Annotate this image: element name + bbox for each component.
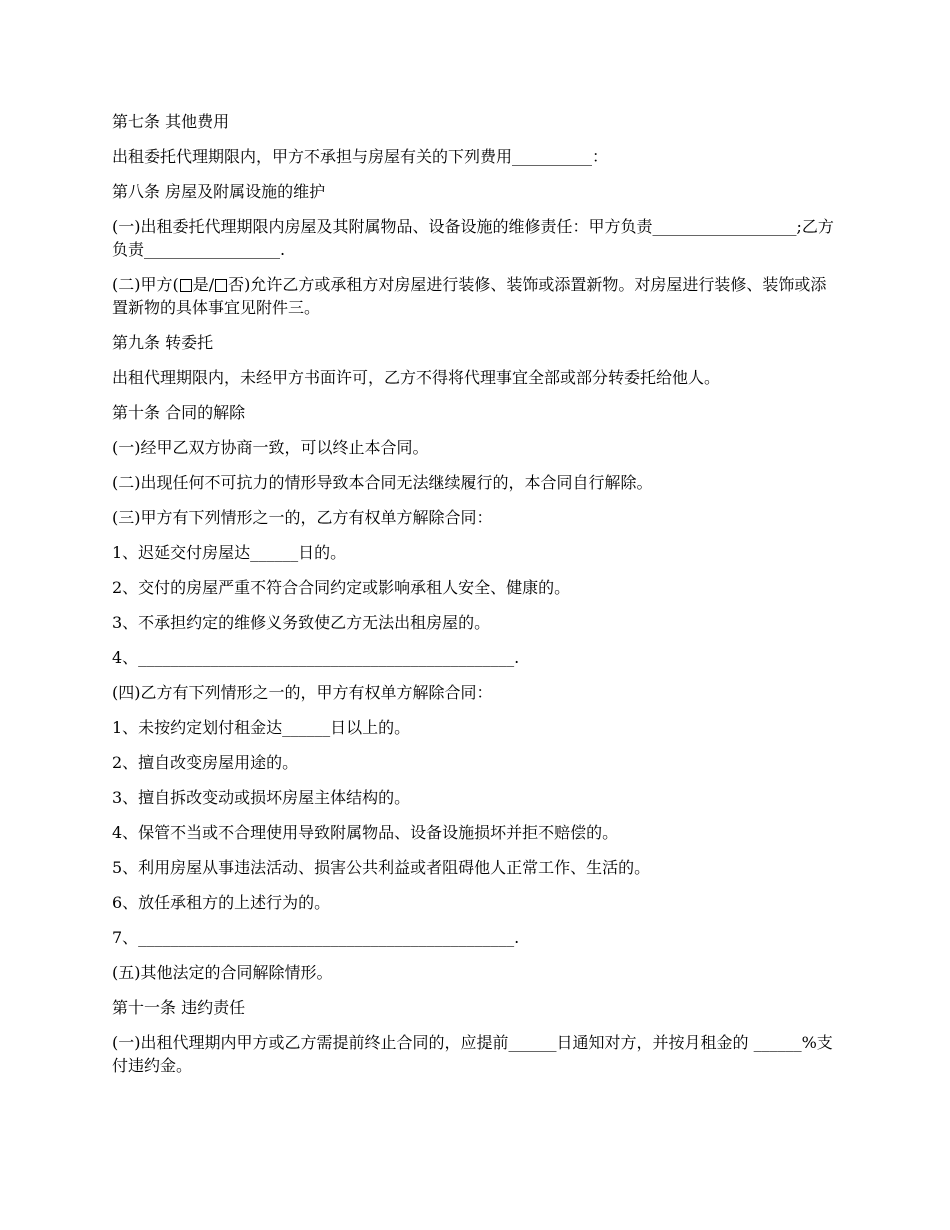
article-10-item-4: (四)乙方有下列情形之一的，甲方有权单方解除合同：: [112, 683, 493, 702]
list-item: 4、_______________________________________________.: [112, 648, 520, 667]
article-8-item-1: (一)出租委托代理期限内房屋及其附属物品、设备设施的维修责任：甲方负责__________________;乙方负责_________________.: [112, 217, 834, 259]
article-10-item-5: (五)其他法定的合同解除情形。: [112, 963, 333, 982]
article-11-heading: 第十一条 违约责任: [112, 998, 246, 1017]
checkbox-no-icon: [215, 279, 227, 292]
article-8-heading: 第八条 房屋及附属设施的维护: [112, 182, 326, 201]
article-10-heading: 第十条 合同的解除: [112, 403, 246, 422]
article-9-text: 出租代理期限内，未经甲方书面许可，乙方不得将代理事宜全部或部分转委托给他人。: [112, 368, 721, 387]
list-item: 2、交付的房屋严重不符合合同约定或影响承租人安全、健康的。: [112, 578, 571, 597]
list-item: 1、未按约定划付租金达______日以上的。: [112, 718, 411, 737]
article-8-item-2: [112, 273, 840, 319]
list-item: 3、不承担约定的维修义务致使乙方无法出租房屋的。: [112, 613, 491, 632]
renovation-rest: 否)允许乙方或承租方对房屋进行装修、装饰或添置新物。对房屋进行装修、装饰或添置新物的具体事宜见附件三。: [112, 275, 827, 317]
article-7-heading: 第七条 其他费用: [112, 112, 230, 131]
article-10-item-1: (一)经甲乙双方协商一致，可以终止本合同。: [112, 438, 429, 457]
list-item: 7、_______________________________________________.: [112, 928, 520, 947]
list-item: 6、放任承租方的上述行为的。: [112, 893, 331, 912]
article-7-text: 出租委托代理期限内，甲方不承担与房屋有关的下列费用__________：: [112, 147, 609, 166]
list-item: 1、迟延交付房屋达______日的。: [112, 543, 347, 562]
list-item: 2、擅自改变房屋用途的。: [112, 753, 299, 772]
article-11-item-1: (一)出租代理期内甲方或乙方需提前终止合同的，应提前______日通知对方，并按月租金的 ______%支付违约金。: [112, 1033, 833, 1075]
renovation-prefix: (二)甲方(: [112, 275, 179, 294]
list-item: 5、利用房屋从事违法活动、损害公共利益或者阻碍他人正常工作、生活的。: [112, 858, 651, 877]
article-10-item-3: (三)甲方有下列情形之一的，乙方有权单方解除合同：: [112, 508, 493, 527]
article-9-heading: 第九条 转委托: [112, 333, 214, 352]
list-item: 3、擅自拆改变动或损坏房屋主体结构的。: [112, 788, 411, 807]
article-10-item-2: (二)出现任何不可抗力的情形导致本合同无法继续履行的，本合同自行解除。: [112, 473, 653, 492]
checkbox-yes-icon: [180, 279, 192, 292]
list-item: 4、保管不当或不合理使用导致附属物品、设备设施损坏并拒不赔偿的。: [112, 823, 619, 842]
renovation-yes: 是/: [192, 275, 215, 294]
